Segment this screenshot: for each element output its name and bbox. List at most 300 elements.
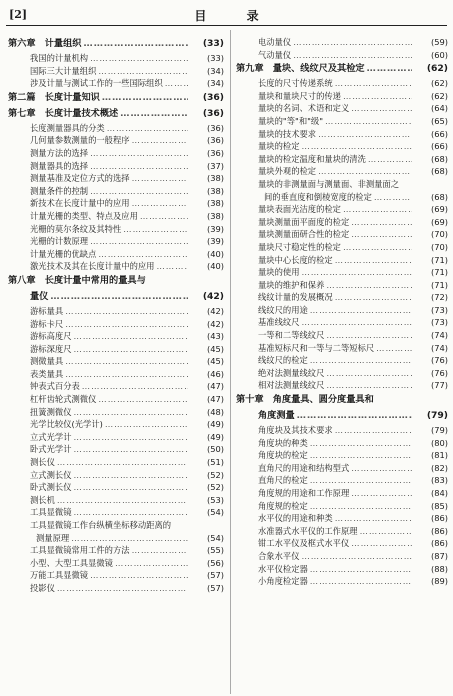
toc-entry-title: 合象水平仪 bbox=[258, 550, 300, 561]
toc-entry bbox=[8, 235, 224, 248]
toc-entry-page: (72) bbox=[430, 292, 448, 303]
dot-leader bbox=[310, 474, 412, 487]
toc-entry-title: 量块和量块尺寸的传递 bbox=[258, 90, 341, 101]
dot-leader bbox=[368, 153, 412, 166]
toc-entry-title: 测量基准及定位方式的选择 bbox=[30, 173, 130, 184]
toc-entry-title: 水平仪的用途和种类 bbox=[258, 513, 333, 524]
dot-leader bbox=[74, 343, 189, 356]
toc-entry-page: (77) bbox=[430, 380, 448, 391]
toc-entry-title: 钟表式百分表 bbox=[30, 381, 80, 392]
toc-entry bbox=[236, 228, 448, 241]
dot-leader bbox=[98, 65, 188, 78]
toc-entry bbox=[236, 474, 448, 487]
toc-entry-title: 角度块的检定 bbox=[258, 450, 308, 461]
dot-leader bbox=[310, 449, 412, 462]
toc-entry-title: 量块尺寸稳定性的检定 bbox=[258, 241, 341, 252]
dot-leader bbox=[65, 368, 188, 381]
toc-entry bbox=[236, 437, 448, 450]
toc-entry bbox=[236, 575, 448, 588]
dot-leader bbox=[74, 443, 189, 456]
toc-entry-title: 万能工具显微镜 bbox=[30, 570, 89, 581]
toc-entry-title: 量块中心长度的检定 bbox=[258, 254, 333, 265]
toc-entry bbox=[8, 393, 224, 406]
column-divider bbox=[230, 30, 231, 694]
toc-entry-page: (52) bbox=[206, 482, 224, 493]
toc-entry bbox=[8, 160, 224, 173]
toc-entry-title: 光学比较仪(光学计) bbox=[30, 419, 103, 430]
toc-entry-page: (38) bbox=[206, 198, 224, 209]
toc-entry bbox=[8, 506, 224, 519]
toc-entry-page: (73) bbox=[430, 317, 448, 328]
toc-entry-title: 光栅的莫尔条纹及其特性 bbox=[30, 223, 122, 234]
toc-entry bbox=[236, 241, 448, 254]
toc-entry bbox=[236, 153, 448, 166]
dot-leader bbox=[351, 462, 412, 475]
toc-entry bbox=[8, 443, 224, 456]
toc-entry bbox=[8, 36, 224, 52]
toc-entry bbox=[236, 115, 448, 128]
toc-entry-title: 游标卡尺 bbox=[30, 318, 64, 329]
toc-entry-title: 量块的技术要求 bbox=[258, 128, 317, 139]
toc-entry-page: (64) bbox=[430, 103, 448, 114]
toc-entry-title: 直角尺的检定 bbox=[258, 475, 308, 486]
dot-leader bbox=[65, 305, 188, 318]
toc-entry-title: 角度规的检定 bbox=[258, 500, 308, 511]
toc-entry-title: 量块表面光洁度的检定 bbox=[258, 204, 341, 215]
dot-leader bbox=[57, 456, 188, 469]
dot-leader bbox=[74, 481, 189, 494]
toc-entry bbox=[236, 329, 448, 342]
toc-entry bbox=[236, 291, 448, 304]
toc-entry-title: 线纹计量的发展概况 bbox=[258, 292, 333, 303]
toc-entry bbox=[8, 197, 224, 210]
toc-entry-page: (52) bbox=[206, 469, 224, 480]
toc-entry-page: (60) bbox=[430, 49, 448, 60]
toc-entry-page: (48) bbox=[206, 406, 224, 417]
dot-leader bbox=[310, 563, 412, 576]
toc-entry bbox=[8, 569, 224, 582]
toc-entry-title: 角度测量 bbox=[258, 410, 295, 422]
toc-entry-page: (45) bbox=[206, 356, 224, 367]
dot-leader bbox=[74, 431, 189, 444]
toc-entry bbox=[8, 469, 224, 482]
toc-entry-title: 杠杆齿轮式测微仪 bbox=[30, 394, 97, 405]
dot-leader bbox=[65, 318, 188, 331]
toc-entry-title: 测量方法的选择 bbox=[30, 147, 89, 158]
dot-leader bbox=[360, 525, 412, 538]
dot-leader bbox=[310, 354, 412, 367]
dot-leader bbox=[351, 102, 412, 115]
dot-leader bbox=[156, 260, 188, 273]
toc-entry-page: (42) bbox=[206, 318, 224, 329]
toc-entry-title: 工具显微镜工作台纵横坐标移动距离的 bbox=[30, 520, 172, 530]
toc-entry-title: 几何量参数测量的一般程序 bbox=[30, 135, 130, 146]
toc-entry bbox=[236, 191, 448, 204]
toc-entry-title: 第二篇 长度计量知识 bbox=[8, 91, 100, 103]
toc-entry-page: (81) bbox=[430, 450, 448, 461]
toc-entry-page: (68) bbox=[430, 153, 448, 164]
toc-entry-title: 基准短标尺和一等与二等短标尺 bbox=[258, 342, 375, 353]
toc-entry bbox=[236, 392, 448, 408]
toc-entry-page: (42) bbox=[206, 305, 224, 316]
toc-entry-page: (87) bbox=[430, 550, 448, 561]
toc-entry-page: (37) bbox=[206, 160, 224, 171]
toc-entry-title: 国际三大计量组织 bbox=[30, 65, 97, 76]
toc-entry bbox=[236, 462, 448, 475]
dot-leader bbox=[90, 569, 188, 582]
dot-leader bbox=[74, 506, 189, 519]
toc-entry bbox=[236, 203, 448, 216]
dot-leader bbox=[335, 512, 412, 525]
dot-leader bbox=[343, 90, 412, 103]
toc-entry-page: (51) bbox=[206, 457, 224, 468]
dot-leader bbox=[297, 408, 412, 424]
toc-entry-title: 涉及计量与测试工作的一些国际组织 bbox=[30, 78, 163, 89]
dot-leader bbox=[90, 185, 188, 198]
toc-entry-title: 游标量具 bbox=[30, 305, 64, 316]
toc-entry-title: 测量条件的控制 bbox=[30, 185, 89, 196]
dot-leader bbox=[102, 90, 188, 106]
toc-entry-title: 直角尺的用途和结构型式 bbox=[258, 462, 350, 473]
toc-entry-title: 测量原理 bbox=[36, 532, 70, 543]
toc-entry bbox=[8, 260, 224, 273]
toc-entry bbox=[8, 172, 224, 185]
toc-entry-page: (76) bbox=[430, 367, 448, 378]
dot-leader bbox=[74, 406, 189, 419]
toc-entry bbox=[8, 355, 224, 368]
toc-entry bbox=[8, 248, 224, 261]
dot-leader bbox=[335, 291, 412, 304]
dot-leader bbox=[165, 77, 188, 90]
toc-entry-page: (82) bbox=[430, 462, 448, 473]
toc-entry-title: 游标高度尺 bbox=[30, 331, 72, 342]
toc-entry-page: (86) bbox=[430, 525, 448, 536]
dot-leader bbox=[302, 266, 413, 279]
toc-entry-page: (36) bbox=[206, 147, 224, 158]
toc-entry-page: (74) bbox=[430, 342, 448, 353]
toc-entry-page: (80) bbox=[430, 437, 448, 448]
toc-entry-page: (57) bbox=[206, 570, 224, 581]
toc-entry-page: (66) bbox=[430, 141, 448, 152]
toc-entry-page: (71) bbox=[430, 254, 448, 265]
dot-leader bbox=[326, 329, 412, 342]
dot-leader bbox=[90, 52, 188, 65]
toc-entry-title: 相对法测量线纹尺 bbox=[258, 380, 325, 391]
toc-entry bbox=[236, 424, 448, 437]
toc-entry-title: 气动量仪 bbox=[258, 49, 292, 60]
toc-entry-title: 量块外观的检定 bbox=[258, 166, 317, 177]
dot-leader bbox=[65, 355, 188, 368]
toc-entry bbox=[236, 102, 448, 115]
toc-entry-title: 卧式测长仪 bbox=[30, 482, 72, 493]
toc-entry bbox=[8, 273, 224, 289]
toc-entry-title: 长度的尺寸传递系统 bbox=[258, 78, 333, 89]
dot-leader bbox=[105, 418, 188, 431]
dot-leader bbox=[57, 494, 188, 507]
toc-entry-title: 计量光栅的类型、特点及应用 bbox=[30, 210, 138, 221]
dot-leader bbox=[374, 191, 412, 204]
toc-entry-title: 水平仪检定器 bbox=[258, 563, 308, 574]
toc-entry-page: (39) bbox=[206, 223, 224, 234]
toc-entry-title: 投影仪 bbox=[30, 582, 55, 593]
toc-entry bbox=[236, 49, 448, 62]
dot-leader bbox=[90, 235, 188, 248]
toc-entry bbox=[8, 147, 224, 160]
toc-left-column bbox=[8, 36, 224, 595]
toc-entry-page: (71) bbox=[430, 279, 448, 290]
toc-entry bbox=[236, 216, 448, 229]
toc-entry-page: (36) bbox=[206, 135, 224, 146]
toc-entry-page: (54) bbox=[206, 532, 224, 543]
dot-leader bbox=[302, 140, 413, 153]
toc-entry-page: (70) bbox=[430, 241, 448, 252]
toc-entry-title: 间的垂直度和倒棱宽度的检定 bbox=[264, 191, 372, 202]
toc-entry-page: (40) bbox=[206, 261, 224, 272]
toc-entry-page: (79) bbox=[426, 410, 448, 422]
toc-entry-title: 量块的"等"和"级" bbox=[258, 115, 324, 126]
toc-entry-title: 新技术在长度计量中的应用 bbox=[30, 198, 130, 209]
dot-leader bbox=[115, 557, 188, 570]
toc-entry-page: (36) bbox=[202, 107, 224, 119]
toc-entry-page: (86) bbox=[430, 538, 448, 549]
toc-entry-title: 测量器具的选择 bbox=[30, 160, 89, 171]
toc-entry-title: 计量光栅的优缺点 bbox=[30, 248, 97, 259]
toc-entry-title: 小型、大型工具显微镜 bbox=[30, 557, 113, 568]
toc-entry-title: 线纹尺的用途 bbox=[258, 304, 308, 315]
toc-entry-title: 表类量具 bbox=[30, 368, 64, 379]
toc-entry-title: 光栅的计数原理 bbox=[30, 236, 89, 247]
toc-entry-page: (71) bbox=[430, 267, 448, 278]
toc-entry bbox=[236, 408, 448, 424]
toc-entry bbox=[236, 354, 448, 367]
toc-entry bbox=[236, 77, 448, 90]
toc-entry-title: 绝对法测量线纹尺 bbox=[258, 367, 325, 378]
toc-entry-title: 钳工水平仪及框式水平仪 bbox=[258, 538, 350, 549]
toc-entry bbox=[236, 316, 448, 329]
toc-entry-page: (62) bbox=[430, 78, 448, 89]
toc-entry-page: (57) bbox=[206, 582, 224, 593]
toc-entry bbox=[8, 544, 224, 557]
toc-entry-page: (50) bbox=[206, 444, 224, 455]
toc-entry bbox=[8, 305, 224, 318]
toc-entry-page: (33) bbox=[206, 53, 224, 63]
toc-entry-title: 工具显微镜 bbox=[30, 507, 72, 518]
dot-leader bbox=[310, 500, 412, 513]
toc-entry-page: (38) bbox=[206, 173, 224, 184]
toc-entry bbox=[236, 61, 448, 77]
toc-entry-page: (36) bbox=[206, 122, 224, 133]
toc-entry bbox=[8, 65, 224, 78]
dot-leader bbox=[310, 437, 412, 450]
toc-entry-title: 量块测量面平面度的检定 bbox=[258, 216, 350, 227]
toc-entry-page: (56) bbox=[206, 557, 224, 568]
toc-entry bbox=[236, 550, 448, 563]
toc-entry bbox=[8, 557, 224, 570]
dot-leader bbox=[293, 49, 412, 62]
dot-leader bbox=[123, 223, 188, 236]
dot-leader bbox=[310, 304, 412, 317]
toc-entry-page: (85) bbox=[430, 500, 448, 511]
dot-leader bbox=[132, 172, 188, 185]
toc-entry-page: (38) bbox=[206, 185, 224, 196]
toc-entry bbox=[8, 532, 224, 545]
toc-entry bbox=[8, 431, 224, 444]
toc-entry-title: 线纹尺的检定 bbox=[258, 355, 308, 366]
toc-entry-title: 角度规的用途和工作原理 bbox=[258, 488, 350, 498]
toc-entry bbox=[8, 481, 224, 494]
toc-entry-page: (76) bbox=[430, 355, 448, 366]
dot-leader bbox=[84, 36, 189, 52]
toc-entry-page: (74) bbox=[430, 330, 448, 341]
toc-entry bbox=[8, 223, 224, 236]
toc-entry bbox=[8, 519, 224, 532]
toc-entry-page: (34) bbox=[206, 78, 224, 89]
page-number: [2] bbox=[9, 8, 28, 21]
toc-entry-page: (49) bbox=[206, 419, 224, 430]
toc-entry bbox=[8, 380, 224, 393]
toc-entry bbox=[236, 537, 448, 550]
toc-entry-page: (39) bbox=[206, 236, 224, 247]
toc-entry bbox=[236, 342, 448, 355]
toc-entry bbox=[8, 185, 224, 198]
dot-leader bbox=[74, 330, 189, 343]
dot-leader bbox=[90, 160, 188, 173]
dot-leader bbox=[90, 147, 188, 160]
dot-leader bbox=[132, 197, 188, 210]
toc-entry bbox=[236, 487, 448, 500]
toc-entry-page: (69) bbox=[430, 204, 448, 215]
toc-entry bbox=[236, 254, 448, 267]
toc-entry bbox=[8, 406, 224, 419]
dot-leader bbox=[302, 550, 413, 563]
toc-entry-title: 激光技术及其在长度计量中的应用 bbox=[30, 261, 155, 272]
toc-entry-title: 电动量仪 bbox=[258, 37, 292, 47]
toc-entry-title: 量仪 bbox=[30, 290, 49, 302]
toc-entry-page: (79) bbox=[430, 425, 448, 436]
toc-entry-page: (43) bbox=[206, 331, 224, 342]
toc-entry-page: (47) bbox=[206, 394, 224, 405]
dot-leader bbox=[74, 469, 189, 482]
toc-entry-page: (62) bbox=[430, 90, 448, 101]
dot-leader bbox=[335, 424, 412, 437]
toc-entry-title: 立式测长仪 bbox=[30, 469, 72, 480]
toc-entry bbox=[236, 279, 448, 292]
toc-entry-title: 量块的使用 bbox=[258, 267, 300, 278]
toc-entry bbox=[8, 90, 224, 106]
page-title: 目 录 bbox=[194, 9, 277, 23]
toc-entry-page: (68) bbox=[430, 166, 448, 177]
toc-entry bbox=[8, 456, 224, 469]
dot-leader bbox=[367, 61, 412, 77]
toc-right-column bbox=[236, 36, 448, 588]
dot-leader bbox=[335, 254, 412, 267]
toc-entry-title: 量块的维护和保养 bbox=[258, 279, 325, 290]
toc-entry-title: 工具显微镜常用工件的方法 bbox=[30, 545, 130, 556]
dot-leader bbox=[140, 210, 188, 223]
toc-entry-title: 一等和二等线纹尺 bbox=[258, 330, 325, 341]
toc-entry bbox=[8, 418, 224, 431]
toc-entry-page: (38) bbox=[206, 210, 224, 221]
toc-entry bbox=[8, 582, 224, 595]
toc-entry bbox=[236, 128, 448, 141]
toc-entry bbox=[236, 379, 448, 392]
toc-entry-title: 量块的检定 bbox=[258, 141, 300, 152]
toc-entry-page: (36) bbox=[202, 91, 224, 103]
toc-entry-page: (53) bbox=[206, 494, 224, 505]
toc-entry bbox=[236, 178, 448, 191]
toc-entry-title: 角度块及其技术要求 bbox=[258, 425, 333, 436]
toc-entry-page: (33) bbox=[202, 38, 224, 49]
toc-entry-page: (45) bbox=[206, 343, 224, 354]
page-header bbox=[0, 0, 453, 26]
toc-entry bbox=[8, 210, 224, 223]
dot-leader bbox=[326, 379, 412, 392]
toc-entry-title: 量块的非测量面与测量面、非测量面之 bbox=[258, 178, 400, 189]
toc-entry-page: (68) bbox=[430, 191, 448, 202]
toc-entry-title: 量块的检定温度和量块的清洗 bbox=[258, 153, 366, 164]
toc-entry bbox=[8, 494, 224, 507]
toc-entry-page: (89) bbox=[430, 576, 448, 587]
dot-leader bbox=[351, 537, 412, 550]
toc-entry-title: 第七章 长度计量技术概述 bbox=[8, 107, 119, 119]
dot-leader bbox=[376, 342, 412, 355]
dot-leader bbox=[98, 248, 188, 261]
toc-entry bbox=[236, 165, 448, 178]
dot-leader bbox=[82, 380, 188, 393]
toc-entry-title: 卧式光学计 bbox=[30, 444, 72, 455]
toc-entry-page: (46) bbox=[206, 368, 224, 379]
dot-leader bbox=[310, 575, 412, 588]
toc-entry-page: (70) bbox=[430, 229, 448, 240]
toc-entry-page: (42) bbox=[202, 290, 224, 302]
toc-entry-page: (65) bbox=[430, 115, 448, 126]
toc-entry-title: 角度块的种类 bbox=[258, 437, 308, 448]
dot-leader bbox=[132, 134, 188, 147]
toc-entry-page: (59) bbox=[430, 37, 448, 47]
dot-leader bbox=[293, 36, 412, 49]
dot-leader bbox=[325, 115, 412, 128]
dot-leader bbox=[351, 228, 412, 241]
dot-leader bbox=[343, 241, 412, 254]
toc-entry-title: 水准器式水平仪的工作原理 bbox=[258, 525, 358, 536]
dot-leader bbox=[318, 128, 412, 141]
toc-entry-title: 游标深度尺 bbox=[30, 343, 72, 354]
toc-entry-title: 第六章 计量组织 bbox=[8, 38, 82, 49]
toc-entry-title: 测微量具 bbox=[30, 356, 64, 367]
toc-entry bbox=[236, 512, 448, 525]
toc-entry bbox=[236, 449, 448, 462]
dot-leader bbox=[302, 316, 413, 329]
toc-entry-title: 量块测量面研合性的检定 bbox=[258, 229, 350, 240]
dot-leader bbox=[98, 393, 188, 406]
toc-entry-title: 立式光学计 bbox=[30, 431, 72, 442]
toc-entry bbox=[236, 525, 448, 538]
toc-entry bbox=[236, 90, 448, 103]
toc-entry bbox=[236, 304, 448, 317]
toc-entry bbox=[236, 367, 448, 380]
toc-entry-title: 第九章 量块、线纹尺及其检定 bbox=[236, 63, 365, 75]
dot-leader bbox=[71, 532, 188, 545]
toc-entry bbox=[8, 106, 224, 122]
toc-entry-page: (66) bbox=[430, 128, 448, 139]
toc-entry-title: 测长机 bbox=[30, 494, 55, 505]
toc-entry-title: 测长仪 bbox=[30, 457, 55, 468]
toc-entry-page: (49) bbox=[206, 431, 224, 442]
toc-entry-title: 小角度检定器 bbox=[258, 576, 308, 587]
dot-leader bbox=[351, 487, 412, 500]
toc-entry-page: (69) bbox=[430, 216, 448, 227]
toc-entry-page: (73) bbox=[430, 304, 448, 315]
